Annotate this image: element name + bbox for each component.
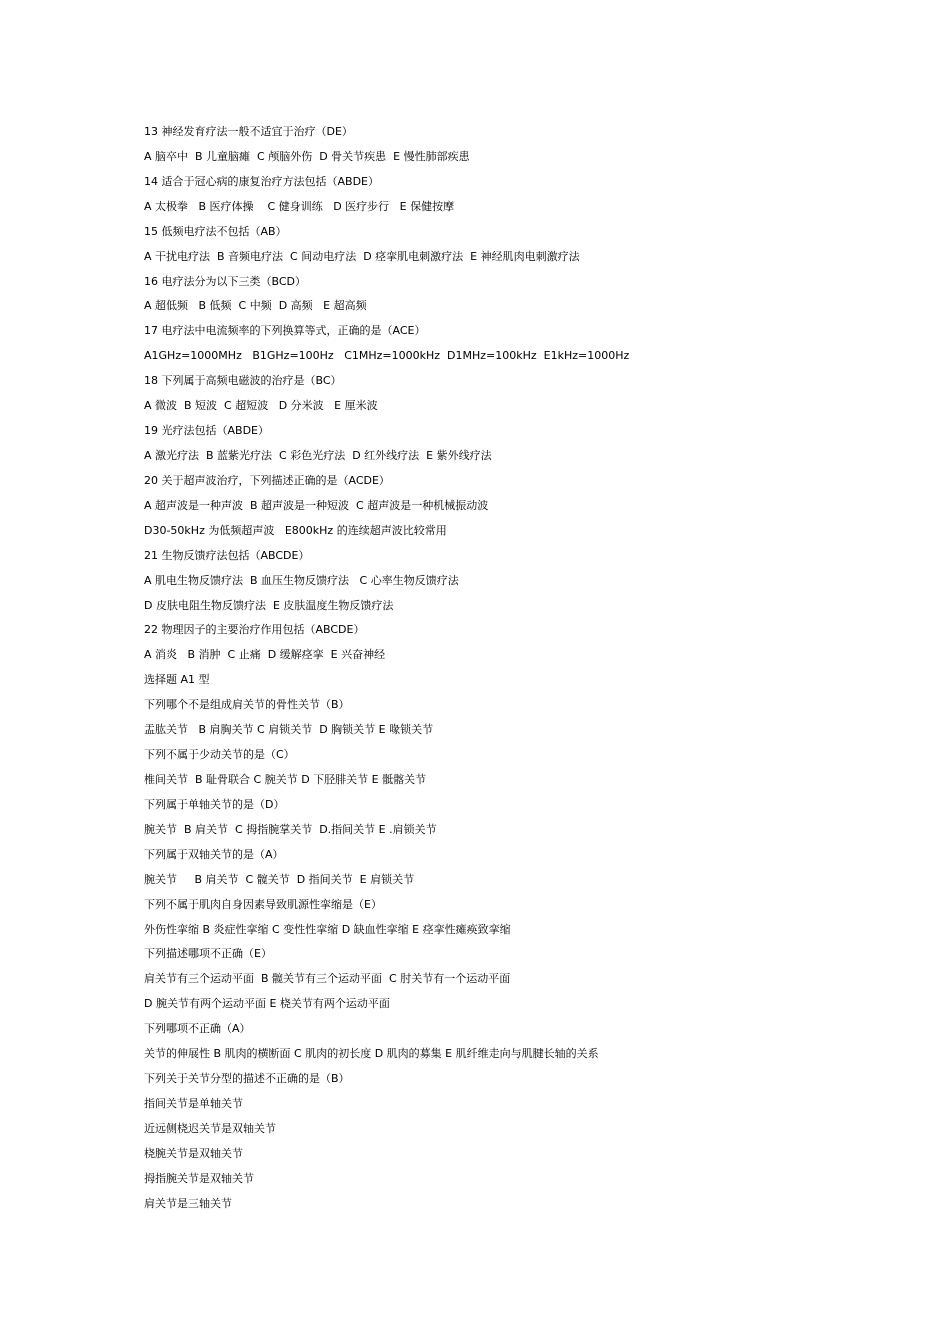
text-line: 下列属于单轴关节的是（D） [144,797,285,811]
text-line: 18 下列属于高频电磁波的治疗是（BC） [144,374,342,388]
text-line: D 腕关节有两个运动平面 E 桡关节有两个运动平面 [144,997,390,1011]
text-line: 近远侧桡迟关节是双轴关节 [144,1121,276,1135]
text-line: 20 关于超声波治疗，下列描述正确的是（ACDE） [144,473,390,487]
text-line: 肩关节是三轴关节 [144,1196,232,1210]
text-line: 选择题 A1 型 [144,673,210,687]
text-line: A 超声波是一种声波 B 超声波是一种短波 C 超声波是一种机械振动波 [144,498,489,512]
text-line: 下列不属于肌肉自身因素导致肌源性挛缩是（E） [144,897,382,911]
text-line: A 消炎 B 消肿 C 止痛 D 缓解痉挛 E 兴奋神经 [144,648,386,662]
text-line: A 微波 B 短波 C 超短波 D 分米波 E 厘米波 [144,399,378,413]
document-body [144,122,924,1219]
text-line: D30-50kHz 为低频超声波 E800kHz 的连续超声波比较常用 [144,523,447,537]
text-line: 下列属于双轴关节的是（A） [144,847,284,861]
text-line: 19 光疗法包括（ABDE） [144,424,269,438]
text-line: 肩关节有三个运动平面 B 髋关节有三个运动平面 C 肘关节有一个运动平面 [144,972,511,986]
text-line: A 脑卒中 B 儿童脑瘫 C 颅脑外伤 D 骨关节疾患 E 慢性肺部疾患 [144,149,470,163]
text-line: 17 电疗法中电流频率的下列换算等式，正确的是（ACE） [144,324,426,338]
text-line: A 激光疗法 B 蓝紫光疗法 C 彩色光疗法 D 红外线疗法 E 紫外线疗法 [144,448,492,462]
text-line: 下列描述哪项不正确（E） [144,947,272,961]
text-line: A 肌电生物反馈疗法 B 血压生物反馈疗法 C 心率生物反馈疗法 [144,573,459,587]
text-line: 盂肱关节 B 肩胸关节 C 肩锁关节 D 胸锁关节 E 喙锁关节 [144,723,434,737]
text-line: A 干扰电疗法 B 音频电疗法 C 间动电疗法 D 痉挛肌电刺激疗法 E 神经肌肉电刺激疗法 [144,249,580,263]
text-line: 桡腕关节是双轴关节 [144,1146,243,1160]
text-line: 下列哪项不正确（A） [144,1022,251,1036]
text-line: 22 物理因子的主要治疗作用包括（ABCDE） [144,623,365,637]
text-line: 腕关节 B 肩关节 C 髋关节 D 指间关节 E 肩锁关节 [144,872,415,886]
text-line: A 太极拳 B 医疗体操 C 健身训练 D 医疗步行 E 保健按摩 [144,199,455,213]
text-line: A1GHz=1000MHz B1GHz=100Hz C1MHz=1000kHz D1MHz=100kHz E1kHz=1000Hz [144,349,630,363]
text-line: 椎间关节 B 耻骨联合 C 腕关节 D 下胫腓关节 E 骶髂关节 [144,772,427,786]
text-line: A 超低频 B 低频 C 中频 D 高频 E 超高频 [144,299,367,313]
text-line: 15 低频电疗法不包括（AB） [144,224,287,238]
text-line: 下列关于关节分型的描述不正确的是（B） [144,1072,350,1086]
text-line: 腕关节 B 肩关节 C 拇指腕掌关节 D.指间关节 E .肩锁关节 [144,822,437,836]
text-line: 外伤性挛缩 B 炎症性挛缩 C 变性性挛缩 D 缺血性挛缩 E 痉挛性瘫痪致挛缩 [144,922,511,936]
text-line: 21 生物反馈疗法包括（ABCDE） [144,548,310,562]
text-line: 拇指腕关节是双轴关节 [144,1171,254,1185]
text-line: D 皮肤电阻生物反馈疗法 E 皮肤温度生物反馈疗法 [144,598,394,612]
text-line: 指间关节是单轴关节 [144,1096,243,1110]
text-line: 16 电疗法分为以下三类（BCD） [144,274,306,288]
text-line: 关节的伸展性 B 肌肉的横断面 C 肌肉的初长度 D 肌肉的募集 E 肌纤维走向与肌腱长轴的关系 [144,1047,599,1061]
text-line: 下列哪个不是组成肩关节的骨性关节（B） [144,698,350,712]
text-line: 下列不属于少动关节的是（C） [144,748,295,762]
text-line: 14 适合于冠心病的康复治疗方法包括（ABDE） [144,174,379,188]
text-line: 13 神经发育疗法一般不适宜于治疗（DE） [144,125,353,138]
